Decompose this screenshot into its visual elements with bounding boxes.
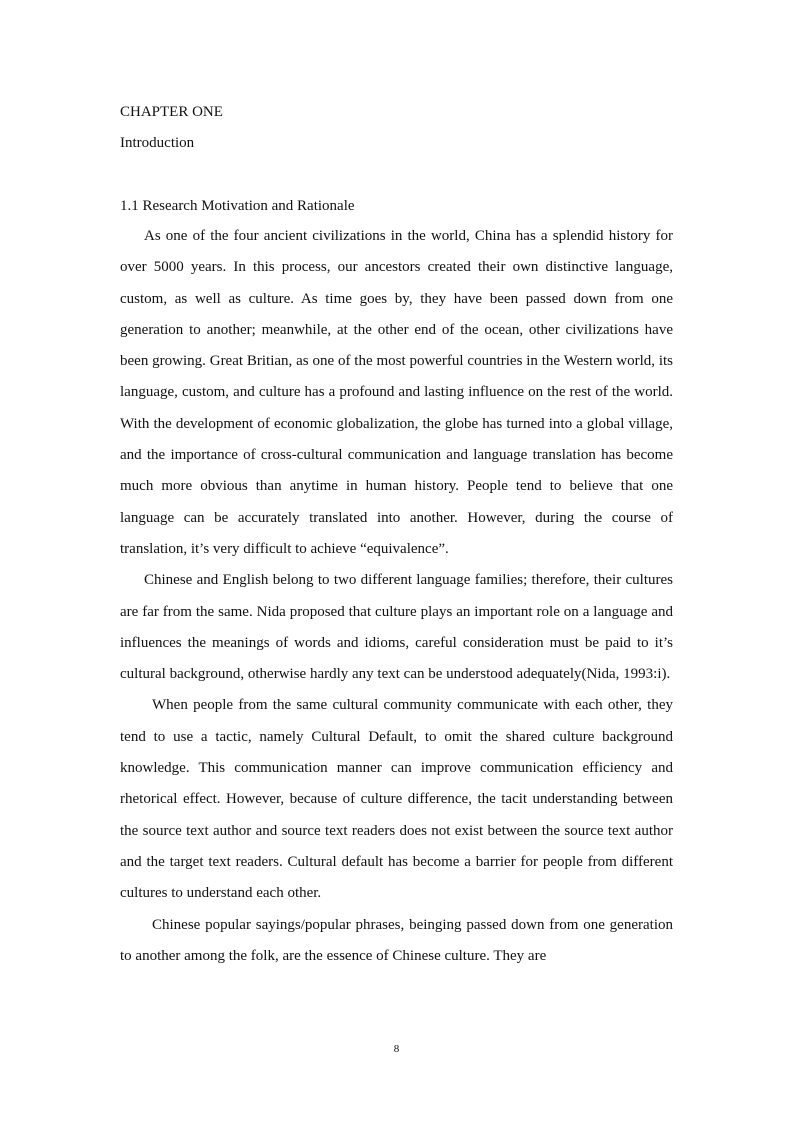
paragraph-2: Chinese and English belong to two different language families; therefore, their cultures are far from the same. Nida proposed that culture plays an important role on a language and influences the meanings of words and idioms, careful consideration must be paid to it’s cultural background, otherwise hardly any text can be understood adequately(Nida, 1993:i). — [120, 572, 673, 683]
page-number: 8 — [393, 1043, 400, 1055]
chapter-label: CHAPTER ONE — [120, 104, 223, 120]
section-heading: 1.1 Research Motivation and Rationale — [120, 198, 355, 214]
paragraph-1: As one of the four ancient civilizations in the world, China has a splendid history for over 5000 years. In this process, our ancestors created their own distinctive language, custom, as well as culture. As time goes by, they have been passed down from one generation to another; meanwhile, at the other end of the ocean, other civilizations have been growing. Great Britian, as one of the most powerful countries in the Western world, its language, custom, and culture has a profound and lasting influence on the rest of the world. With the development of economic globalization, the globe has turned into a global village, and the importance of cross-cultural communication and language translation has become much more obvious than anytime in human history. People tend to believe that one language can be accurately translated into another. However, during the course of translation, it’s very difficult to achieve “equivalence”. — [120, 228, 673, 557]
chapter-title: Introduction — [120, 135, 195, 151]
paragraph-4: Chinese popular sayings/popular phrases, beinging passed down from one generation to another among the folk, are the essence of Chinese culture. They are — [120, 916, 673, 964]
body-text — [120, 221, 673, 972]
paragraph-3: When people from the same cultural community communicate with each other, they tend to use a tactic, namely Cultural Default, to omit the shared culture background knowledge. This communication manner can improve communication efficiency and rhetorical effect. However, because of culture difference, the tacit understanding between the source text author and source text readers does not exist between the source text author and the target text readers. Cultural default has become a barrier for people from different cultures to understand each other. — [120, 697, 673, 902]
